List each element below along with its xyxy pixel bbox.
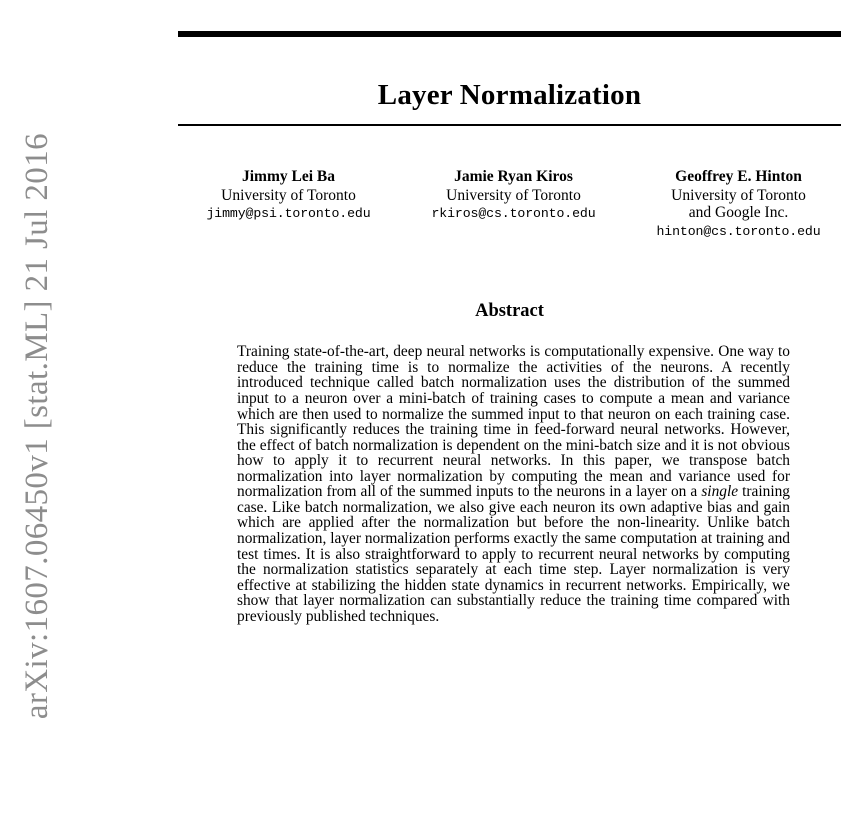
author-email: hinton@cs.toronto.edu [656, 223, 821, 239]
author-affiliation: University of Toronto [671, 186, 806, 204]
abstract-heading: Abstract [475, 301, 544, 322]
header-rule-thick [178, 31, 841, 37]
author-affiliation: University of Toronto [221, 186, 356, 204]
author-name: Geoffrey E. Hinton [675, 168, 802, 185]
abstract-body [237, 344, 790, 624]
author-name: Jimmy Lei Ba [242, 168, 335, 185]
abstract-emphasized-term: single [701, 483, 739, 501]
author-email: jimmy@psi.toronto.edu [206, 206, 371, 221]
author-column [411, 168, 616, 223]
author-affiliation: University of Toronto [446, 186, 581, 204]
abstract-text-part-1: Training state-of-the-art, deep neural networks is computationally expensive. One way to reduce the training time is to normalize the activities of the neurons. A recently introduced technique called batch normalization uses the distribution of the summed input to a neuron over a mini-batch of training cases to compute a mean and variance which are then used to normalize the summed input to that neuron on each training case. This significantly reduces the training time in feed-forward neural networks. However, the effect of batch normalization is dependent on the mini-batch size and it is not obvious how to apply it to recurrent neural networks. In this paper, we transpose batch normalization into layer normalization by computing the mean and variance used for normalization from all of the summed inputs to the neurons in a layer on a [237, 343, 790, 501]
author-name: Jamie Ryan Kiros [454, 168, 573, 185]
author-affiliation-secondary: and Google Inc. [688, 204, 789, 221]
header-rule-thin [178, 124, 841, 126]
author-column [186, 168, 391, 223]
author-column [636, 168, 841, 240]
arxiv-identifier-stamp: arXiv:1607.06450v1 [stat.ML] 21 Jul 2016 [19, 133, 55, 720]
author-block [186, 168, 841, 240]
page-title: Layer Normalization [377, 79, 642, 112]
paper-content-column [178, 0, 841, 688]
author-email: rkiros@cs.toronto.edu [431, 206, 596, 221]
abstract-text-part-2: training case. Like batch normalization, we also give each neuron its own adaptive bias and gain which are applied after the normalization but before the non-linearity. Unlike batch normalization, layer normalization performs exactly the same computation at training and test times. It is also straightforward to apply to recurrent neural networks by computing the normalization statistics separately at each time step. Layer normalization is very effective at stabilizing the hidden state dynamics in recurrent networks. Empirically, we show that layer normalization can substantially reduce the training time compared with previously published techniques. [237, 483, 791, 625]
